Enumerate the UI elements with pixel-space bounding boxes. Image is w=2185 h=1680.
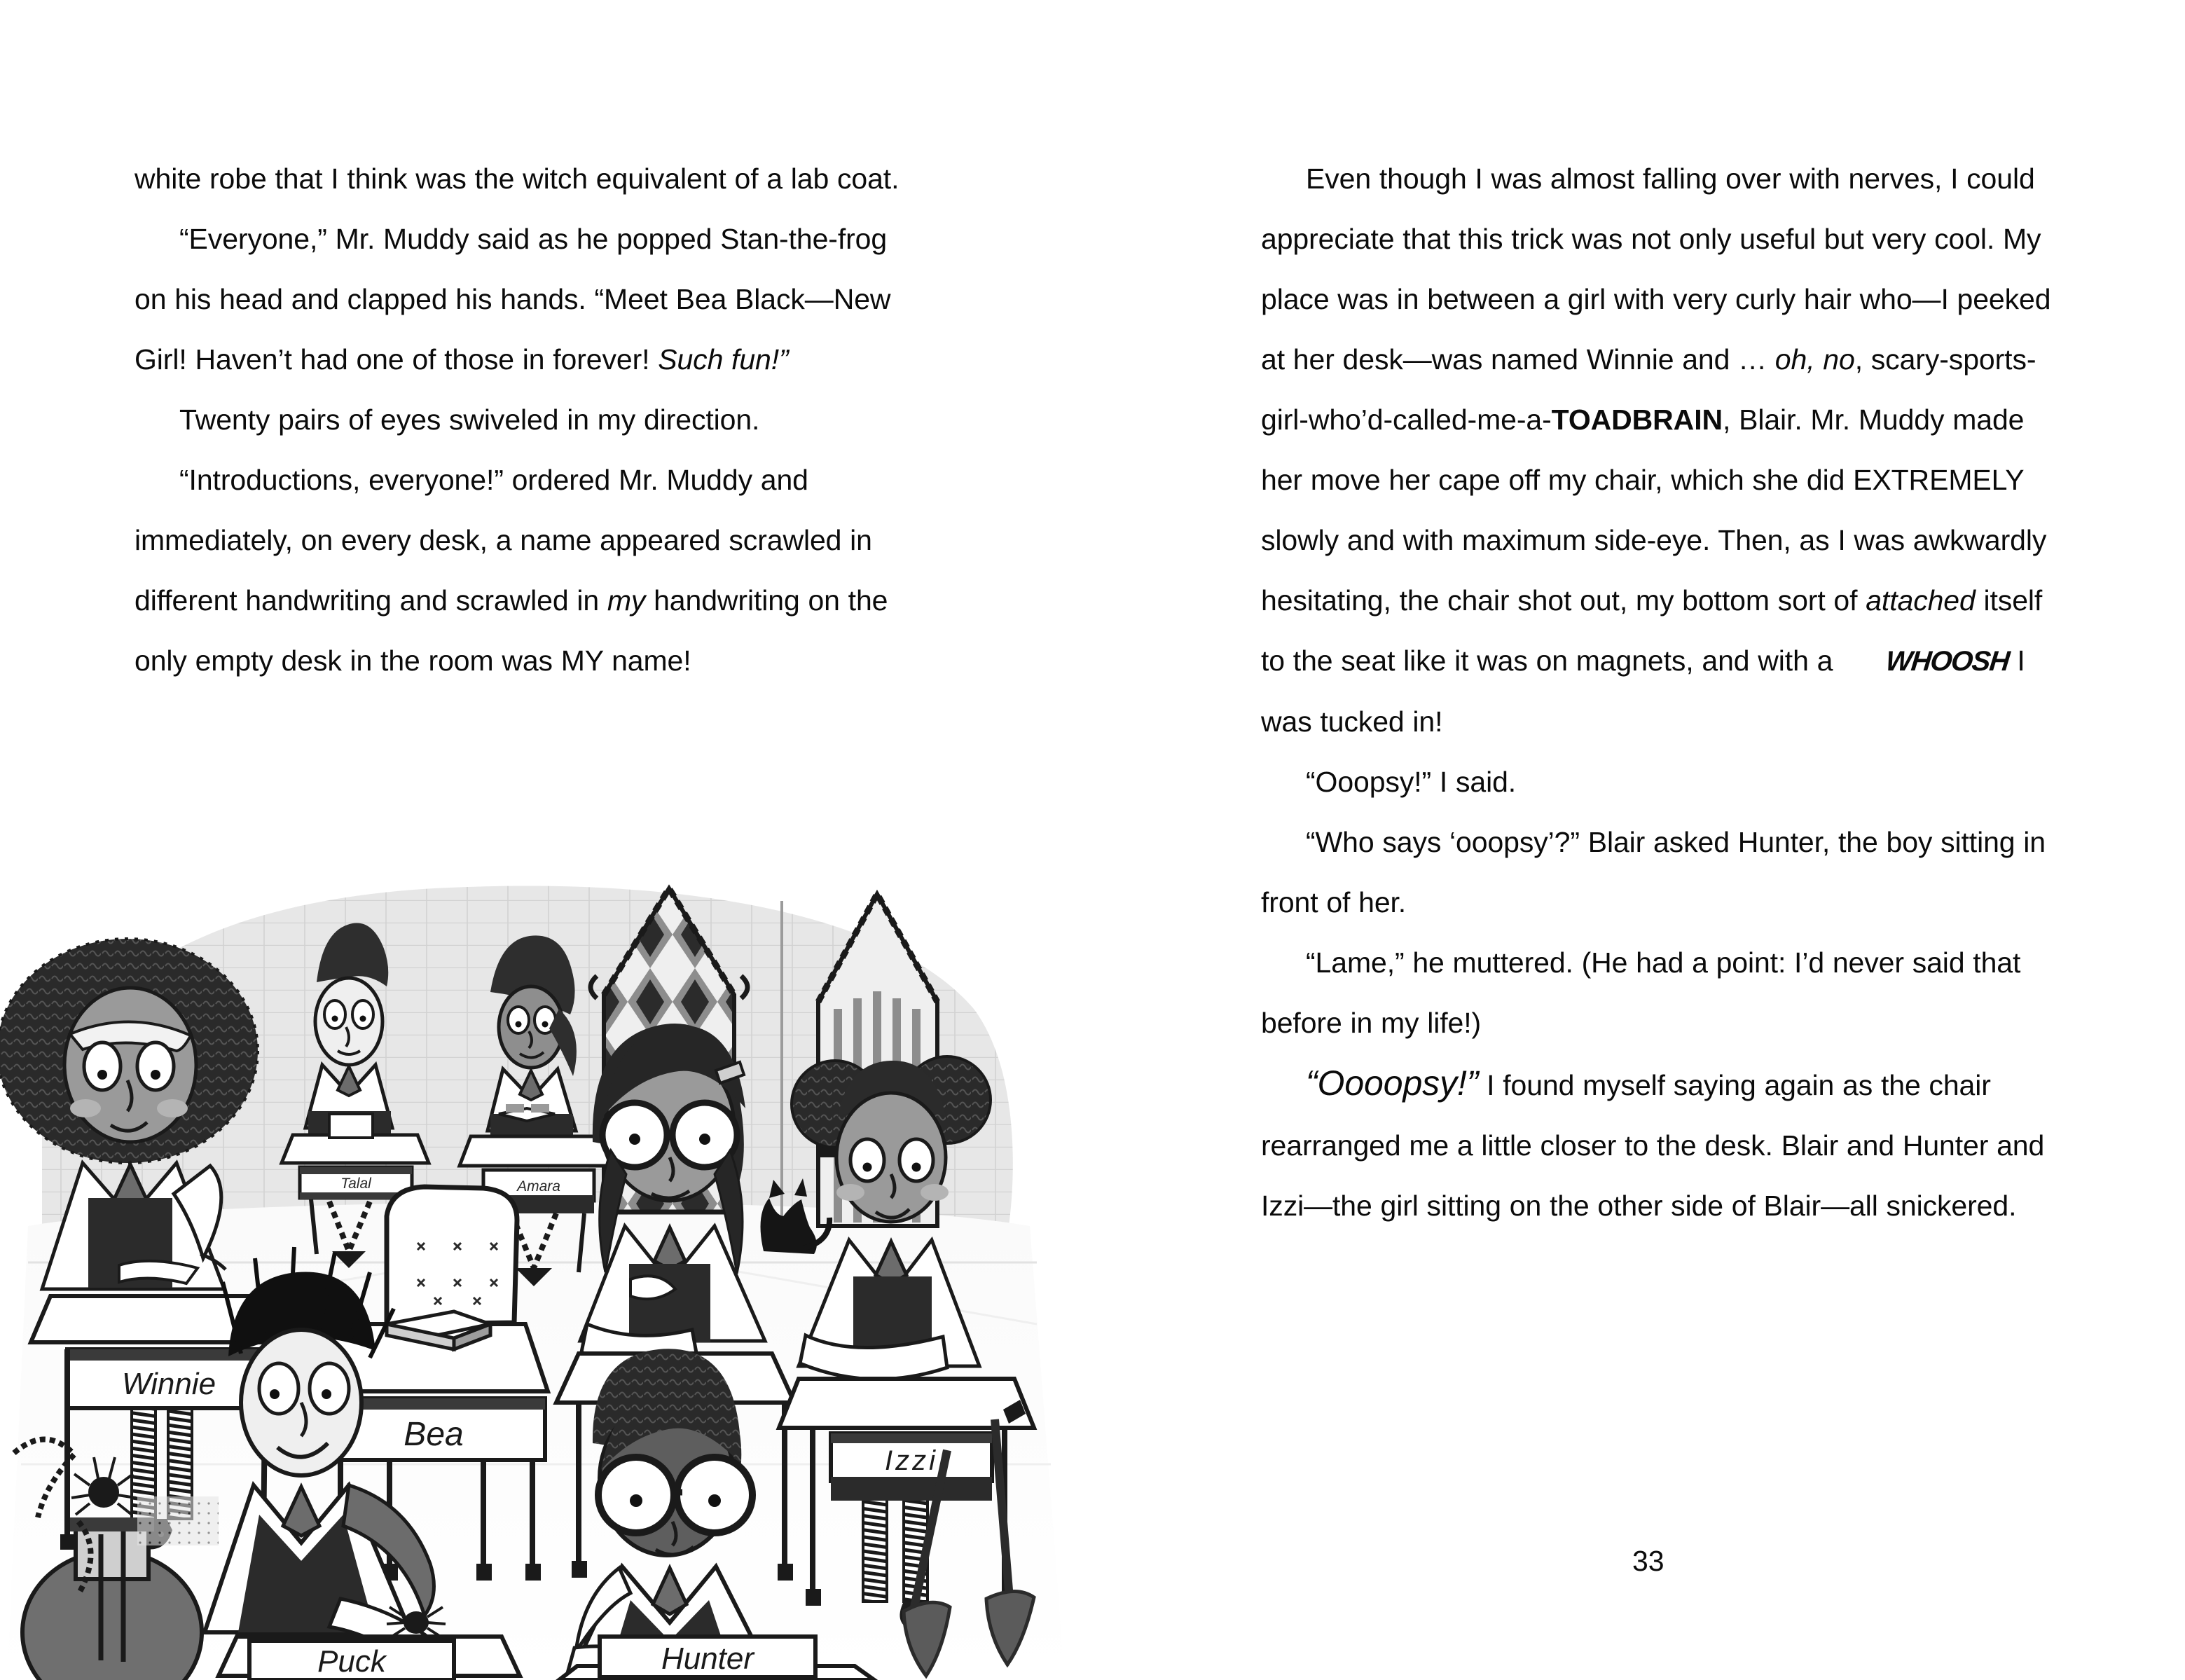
text-run: “Who says ‘ooopsy’?” Blair asked Hunter, the boy sitting in front of her. (1261, 826, 2046, 918)
text-run: my (607, 584, 646, 617)
text-run: “Ooopsy!” I said. (1306, 766, 1517, 798)
spider-icon (387, 1607, 446, 1638)
text-run: “Oooopsy!” (1306, 1063, 1479, 1103)
paragraph (1261, 149, 2074, 752)
paragraph (1261, 932, 2074, 1053)
paragraph (135, 450, 919, 691)
text-run: , scary-sports-girl-who’d-called-me-a- (1261, 343, 2036, 436)
nameplate-hunter: Hunter (661, 1641, 754, 1676)
text-run: Twenty pairs of eyes swiveled in my direction. (179, 404, 760, 436)
paragraph (1261, 1053, 2074, 1236)
text-run: Such fun!” (658, 343, 789, 376)
text-run: oh, no (1774, 343, 1855, 376)
empty-chair-icon (387, 1187, 517, 1324)
classroom-illustration (0, 834, 1093, 1680)
text-run: attached (1866, 584, 1976, 617)
text-run: “Lame,” he muttered. (He had a point: I’d never said that before in my life!) (1261, 946, 2021, 1039)
paragraph (135, 149, 919, 209)
text-run: I found myself saying again as the chair rearranged me a little closer to the desk. Blair and Hunter and Izzi—the girl sitting on the other side of Blair—all snickered. (1261, 1069, 2045, 1222)
text-run: TOADBRAIN (1551, 404, 1723, 436)
text-run: “Introductions, everyone!” ordered Mr. Muddy and immediately, on every desk, a name appeared scrawled in different handwriting and scrawled in (135, 464, 872, 617)
text-run: handwriting on the only empty desk in the room was MY name! (135, 584, 888, 677)
left-text-column (135, 149, 919, 691)
text-run: itself to the seat like it was on magnets, and with a (1261, 584, 2043, 677)
page-number: 33 (1632, 1545, 1664, 1577)
paragraph (1261, 752, 2074, 812)
nameplate-bea: Bea (404, 1416, 464, 1453)
paragraph (135, 390, 919, 450)
text-run: , Blair. Mr. Muddy made her move her cape off my chair, which she did EXTREMELY slowly and with maximum side-eye. Then, as I was awkwardly hesitating, the chair shot out, my bottom sort of (1261, 404, 2047, 617)
nameplate-talal: Talal (340, 1176, 371, 1192)
nameplate-amara: Amara (517, 1178, 560, 1194)
nameplate-puck: Puck (317, 1644, 386, 1679)
text-run: white robe that I think was the witch equivalent of a lab coat. (135, 163, 899, 195)
nameplate-winnie: Winnie (121, 1367, 216, 1401)
text-run: Even though I was almost falling over with nerves, I could appreciate that this trick was not only useful but very cool. My place was in between a girl with very curly hair who—I peeked at her desk—was named Winnie and … (1261, 163, 2051, 376)
text-run: “Everyone,” Mr. Muddy said as he popped Stan-the-frog on his head and clapped his hands. “Meet Bea Black—New Girl! Haven’t had one of those in forever! (135, 223, 891, 376)
pupil-blair (580, 1024, 765, 1367)
paragraph (135, 209, 919, 390)
right-text-column (1261, 149, 2074, 1236)
paragraph (1261, 812, 2074, 932)
nameplate-izzi: Izzi (885, 1445, 938, 1476)
text-run: WHOOSH (1884, 646, 2011, 677)
text-run: I was tucked in! (1261, 645, 2025, 738)
